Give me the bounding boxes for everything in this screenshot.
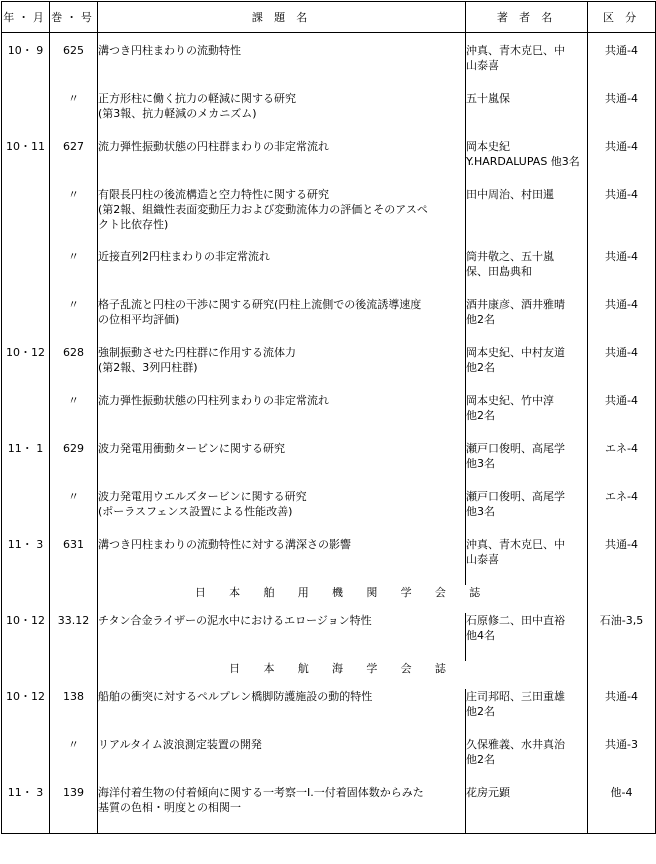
- entry-date: [2, 249, 50, 297]
- entry-class: 共通-4: [588, 689, 656, 737]
- entry-title-line: 格子乱流と円柱の干渉に関する研究(円柱上流側での後流誘導速度: [98, 298, 422, 311]
- entry-authors: [466, 737, 588, 785]
- entry-date: 11・ 3: [2, 537, 50, 585]
- entry-class: 共通-3: [588, 737, 656, 785]
- table-row: [2, 613, 656, 661]
- table-row: [2, 785, 656, 834]
- entry-title-line: 溝つき円柱まわりの流動特性: [98, 44, 241, 57]
- header-volume: 巻・号: [50, 2, 98, 33]
- entry-author-line: 岡本史紀、中村友道: [466, 346, 565, 359]
- entry-volume: 627: [50, 139, 98, 187]
- table-row: [2, 737, 656, 785]
- section-heading: 日 本 舶 用 機 関 学 会 誌: [98, 585, 588, 613]
- entry-title-line: チタン合金ライザーの泥水中におけるエロージョン特性: [98, 614, 372, 627]
- entry-authors: [466, 441, 588, 489]
- entry-title: [98, 785, 466, 834]
- table-row: [2, 345, 656, 393]
- entry-volume: 〃: [50, 249, 98, 297]
- entry-volume: 〃: [50, 489, 98, 537]
- entry-title: [98, 737, 466, 785]
- table-row: [2, 489, 656, 537]
- table-row: [2, 441, 656, 489]
- entry-authors: [466, 785, 588, 834]
- header-title: 課 題 名: [98, 2, 466, 33]
- entry-volume: 138: [50, 689, 98, 737]
- section-heading: 日 本 航 海 学 会 誌: [98, 661, 588, 689]
- entry-authors: [466, 139, 588, 187]
- entry-title: [98, 249, 466, 297]
- entry-author-line: 他2名: [466, 409, 495, 422]
- entry-author-line: 庄司邦昭、三田重雄: [466, 690, 565, 703]
- entry-author-line: 山泰喜: [466, 59, 499, 72]
- entry-title-line: 船舶の衝突に対するペルプレン橋脚防護施設の動的特性: [98, 690, 373, 703]
- entry-authors: [466, 345, 588, 393]
- entry-authors: [466, 249, 588, 297]
- header-date: 年・月: [2, 2, 50, 33]
- entry-date: [2, 489, 50, 537]
- entry-volume: 〃: [50, 737, 98, 785]
- table-row: [2, 537, 656, 585]
- entry-author-line: 田中周治、村田暹: [466, 188, 554, 201]
- header-class: 区 分: [588, 2, 656, 33]
- entry-title-line: 正方形柱に働く抗力の軽減に関する研究: [98, 92, 296, 105]
- entry-title: [98, 689, 466, 737]
- entry-author-line: 山泰喜: [466, 553, 499, 566]
- entry-authors: [466, 187, 588, 249]
- entry-author-line: 保、田島典和: [466, 265, 532, 278]
- entry-title-line: (第2報、組織性表面変動圧力および変動流体力の評価とそのアスペ: [98, 203, 428, 216]
- entry-title-line: 流力弾性振動状態の円柱列まわりの非定常流れ: [98, 394, 329, 407]
- entry-author-line: 瀬戸口俊明、高尾学: [466, 490, 565, 503]
- entry-volume: 629: [50, 441, 98, 489]
- entry-volume: 33.12: [50, 613, 98, 661]
- entry-author-line: 他2名: [466, 361, 495, 374]
- entry-author-line: 筒井敬之、五十嵐: [466, 250, 554, 263]
- entry-date: [2, 91, 50, 139]
- entry-title-line: 海洋付着生物の付着傾向に関する一考察一I.一付着固体数からみた: [98, 786, 424, 799]
- entry-class: 共通-4: [588, 187, 656, 249]
- entry-date: 10・12: [2, 613, 50, 661]
- entry-author-line: Y.HARDALUPAS 他3名: [466, 155, 580, 168]
- entry-date: 10・12: [2, 345, 50, 393]
- entry-authors: [466, 43, 588, 91]
- entry-volume: 〃: [50, 393, 98, 441]
- entry-class: 共通-4: [588, 139, 656, 187]
- entry-title: [98, 441, 466, 489]
- entry-title-line: 流力弾性振動状態の円柱群まわりの非定常流れ: [98, 140, 329, 153]
- entry-date: 10・ 9: [2, 43, 50, 91]
- entry-authors: [466, 489, 588, 537]
- entry-class: 石油-3,5: [588, 613, 656, 661]
- entry-title: [98, 537, 466, 585]
- entry-title: [98, 91, 466, 139]
- entry-volume: 628: [50, 345, 98, 393]
- entry-volume: 〃: [50, 297, 98, 345]
- entry-title: [98, 43, 466, 91]
- entry-date: [2, 393, 50, 441]
- entry-date: [2, 737, 50, 785]
- entry-author-line: 他2名: [466, 753, 495, 766]
- entry-title: [98, 139, 466, 187]
- entry-title-line: (ポーラスフェンス設置による性能改善): [98, 505, 293, 518]
- entry-author-line: 五十嵐保: [466, 92, 510, 105]
- entry-date: 10・12: [2, 689, 50, 737]
- entry-title-line: 強制振動させた円柱群に作用する流体力: [98, 346, 296, 359]
- header-row: [2, 2, 656, 33]
- entry-title-line: 溝つき円柱まわりの流動特性に対する溝深さの影響: [98, 538, 351, 551]
- entry-authors: [466, 537, 588, 585]
- entry-volume: 139: [50, 785, 98, 834]
- entry-title: [98, 297, 466, 345]
- entry-title-line: 波力発電用衝動タービンに関する研究: [98, 442, 285, 455]
- entry-author-line: 他3名: [466, 457, 495, 470]
- entry-author-line: 他2名: [466, 705, 495, 718]
- entry-class: 共通-4: [588, 393, 656, 441]
- entry-title-line: リアルタイム波浪測定装置の開発: [98, 738, 262, 751]
- entry-author-line: 他4名: [466, 629, 495, 642]
- table-row: [2, 187, 656, 249]
- entry-title: [98, 187, 466, 249]
- entry-title-line: (第3報、抗力軽減のメカニズム): [98, 107, 257, 120]
- entry-authors: [466, 613, 588, 661]
- entry-title-line: 近接直列2円柱まわりの非定常流れ: [98, 250, 270, 263]
- table-row: [2, 43, 656, 91]
- entry-class: 共通-4: [588, 91, 656, 139]
- entry-title-line: 有限長円柱の後流構造と空力特性に関する研究: [98, 188, 329, 201]
- entry-volume: 〃: [50, 187, 98, 249]
- table-row: [2, 91, 656, 139]
- header-authors: 著 者 名: [466, 2, 588, 33]
- publication-list-page: [1, 1, 655, 862]
- entry-class: 共通-4: [588, 43, 656, 91]
- entry-author-line: 酒井康彦、酒井雅晴: [466, 298, 565, 311]
- spacer-row: [2, 33, 656, 44]
- entry-class: 共通-4: [588, 249, 656, 297]
- entry-author-line: 久保雅義、水井真治: [466, 738, 565, 751]
- section-row: [2, 661, 656, 689]
- entry-author-line: 他3名: [466, 505, 495, 518]
- entry-author-line: 花房元顕: [466, 786, 510, 799]
- table-row: [2, 689, 656, 737]
- section-row: [2, 585, 656, 613]
- table-row: [2, 249, 656, 297]
- entry-title-line: 波力発電用ウエルズタービンに関する研究: [98, 490, 307, 503]
- entry-author-line: 岡本史紀: [466, 140, 510, 153]
- table-row: [2, 139, 656, 187]
- entry-volume: 〃: [50, 91, 98, 139]
- entry-class: 共通-4: [588, 345, 656, 393]
- entry-class: 他-4: [588, 785, 656, 834]
- entry-class: エネ-4: [588, 441, 656, 489]
- table-row: [2, 393, 656, 441]
- table-row: [2, 297, 656, 345]
- entry-title: [98, 393, 466, 441]
- entry-date: [2, 297, 50, 345]
- entry-title: [98, 613, 466, 661]
- entry-author-line: 他2名: [466, 313, 495, 326]
- entry-author-line: 石原修二、田中直裕: [466, 614, 565, 627]
- entry-date: 11・ 3: [2, 785, 50, 834]
- entry-author-line: 瀬戸口俊明、高尾学: [466, 442, 565, 455]
- entry-authors: [466, 91, 588, 139]
- entry-date: [2, 187, 50, 249]
- table-body: [2, 33, 656, 834]
- entry-date: 11・ 1: [2, 441, 50, 489]
- entry-class: 共通-4: [588, 537, 656, 585]
- entry-title-line: (第2報、3列円柱群): [98, 361, 198, 374]
- entry-title: [98, 345, 466, 393]
- entry-volume: 631: [50, 537, 98, 585]
- publication-table: [1, 1, 656, 834]
- entry-date: 10・11: [2, 139, 50, 187]
- entry-author-line: 沖真、青木克巳、中: [466, 44, 565, 57]
- entry-volume: 625: [50, 43, 98, 91]
- entry-title-line: の位相平均評価): [98, 313, 180, 326]
- entry-title-line: 基質の色相・明度との相関一: [98, 801, 241, 814]
- entry-authors: [466, 297, 588, 345]
- entry-authors: [466, 393, 588, 441]
- entry-author-line: 沖真、青木克巳、中: [466, 538, 565, 551]
- entry-authors: [466, 689, 588, 737]
- entry-class: エネ-4: [588, 489, 656, 537]
- entry-class: 共通-4: [588, 297, 656, 345]
- entry-title-line: クト比依存性): [98, 218, 169, 231]
- entry-author-line: 岡本史紀、竹中淳: [466, 394, 554, 407]
- entry-title: [98, 489, 466, 537]
